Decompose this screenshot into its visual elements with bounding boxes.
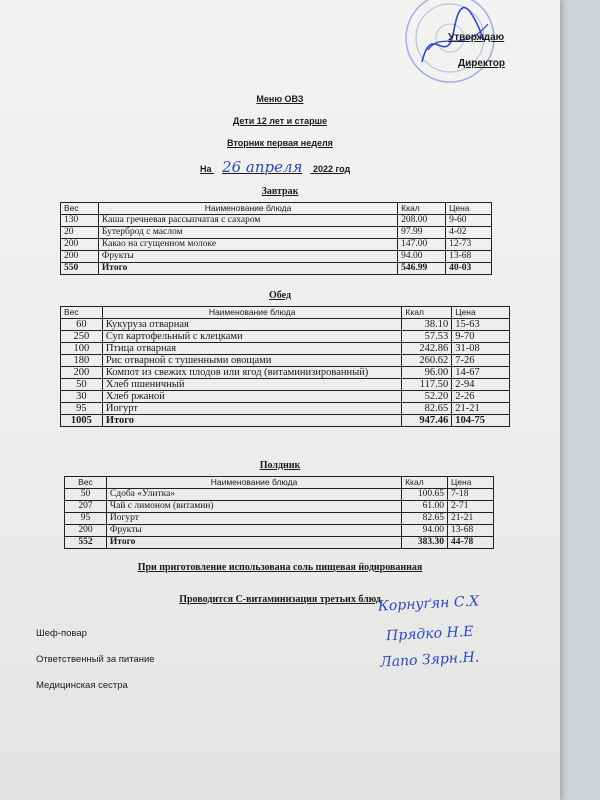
table-row	[61, 319, 510, 331]
cell-name: Суп картофельный с клецками	[102, 331, 402, 343]
director-label: Директор	[458, 58, 505, 69]
table-row	[65, 525, 494, 537]
cell-weight: 50	[65, 489, 107, 501]
lunch-table	[60, 306, 510, 427]
cell-weight: 95	[65, 513, 107, 525]
signature-chef: Корнуґян С.Х	[377, 593, 480, 615]
table-row	[61, 251, 492, 263]
cell-name: Птица отварная	[102, 343, 402, 355]
table-row	[61, 367, 510, 379]
col-kcal: Ккал	[398, 203, 446, 215]
table-header-row	[65, 477, 494, 489]
cell-price: 14-67	[452, 367, 510, 379]
cell-price: 2-26	[452, 391, 510, 403]
cell-kcal: 100.65	[402, 489, 448, 501]
cell-kcal: 147.00	[398, 239, 446, 251]
col-name: Наименование блюда	[98, 203, 397, 215]
cell-price: 7-26	[452, 355, 510, 367]
col-name: Наименование блюда	[106, 477, 401, 489]
cell-kcal: 208.00	[398, 215, 446, 227]
salt-note: При приготовление использована соль пищевая йодированная	[137, 562, 423, 573]
cell-price: 2-94	[452, 379, 510, 391]
table-row	[61, 379, 510, 391]
total-kcal: 546.99	[398, 263, 446, 275]
cell-kcal: 242.86	[402, 343, 452, 355]
col-name: Наименование блюда	[102, 307, 402, 319]
col-price: Цена	[452, 307, 510, 319]
role-nurse: Медицинская сестра	[36, 680, 128, 691]
cell-name: Кукуруза отварная	[102, 319, 402, 331]
cell-price: 4-02	[446, 227, 492, 239]
total-label: Итого	[106, 537, 401, 549]
date-line	[200, 158, 350, 176]
menu-title: Меню ОВЗ	[256, 94, 304, 104]
table-row	[61, 239, 492, 251]
role-chef: Шеф-повар	[36, 628, 87, 639]
signature-nurse: Лапо Зярн.Н.	[379, 649, 480, 671]
cell-kcal: 57.53	[402, 331, 452, 343]
breakfast-table	[60, 202, 492, 275]
table-row	[65, 489, 494, 501]
cell-price: 2-71	[448, 501, 494, 513]
cell-weight: 200	[61, 367, 103, 379]
total-kcal: 383.30	[402, 537, 448, 549]
cell-name: Хлеб ржаной	[102, 391, 402, 403]
cell-kcal: 38.10	[402, 319, 452, 331]
cell-weight: 130	[61, 215, 99, 227]
col-weight: Вес	[65, 477, 107, 489]
approve-label: Утверждаю	[448, 32, 505, 43]
breakfast-title: Завтрак	[261, 186, 299, 197]
cell-weight: 180	[61, 355, 103, 367]
table-row	[65, 513, 494, 525]
cell-name: Какао на сгущенном молоке	[98, 239, 397, 251]
cell-weight: 95	[61, 403, 103, 415]
total-row	[65, 537, 494, 549]
cell-name: Каша гречневая рассыпчатая с сахаром	[98, 215, 397, 227]
cell-kcal: 82.65	[402, 403, 452, 415]
total-row	[61, 415, 510, 427]
cell-weight: 30	[61, 391, 103, 403]
table-row	[61, 215, 492, 227]
total-kcal: 947.46	[402, 415, 452, 427]
snack-title: Полдник	[259, 460, 301, 471]
total-label: Итого	[98, 263, 397, 275]
vitamin-note: Проводится С-витаминизация третьих блюд	[179, 594, 381, 605]
total-label: Итого	[102, 415, 402, 427]
cell-price: 12-73	[446, 239, 492, 251]
table-row	[61, 391, 510, 403]
date-prefix: На	[200, 164, 212, 174]
cell-price: 21-21	[452, 403, 510, 415]
cell-name: Сдоба «Улитка»	[106, 489, 401, 501]
cell-kcal: 52.20	[402, 391, 452, 403]
cell-price: 31-08	[452, 343, 510, 355]
cell-price: 9-70	[452, 331, 510, 343]
col-kcal: Ккал	[402, 477, 448, 489]
cell-weight: 200	[65, 525, 107, 537]
cell-name: Йогурт	[106, 513, 401, 525]
cell-name: Бутерброд с маслом	[98, 227, 397, 239]
cell-weight: 50	[61, 379, 103, 391]
table-row	[61, 227, 492, 239]
cell-weight: 200	[61, 251, 99, 263]
col-kcal: Ккал	[402, 307, 452, 319]
cell-kcal: 94.00	[402, 525, 448, 537]
cell-price: 13-68	[448, 525, 494, 537]
cell-price: 7-18	[448, 489, 494, 501]
cell-weight: 200	[61, 239, 99, 251]
snack-table	[64, 476, 494, 549]
cell-name: Рис отварной с тушенными овощами	[102, 355, 402, 367]
col-weight: Вес	[61, 203, 99, 215]
cell-name: Компот из свежих плодов или ягод (витаминизированный)	[102, 367, 402, 379]
cell-kcal: 82.65	[402, 513, 448, 525]
cell-kcal: 260.62	[402, 355, 452, 367]
total-row	[61, 263, 492, 275]
table-row	[65, 501, 494, 513]
cell-price: 13-68	[446, 251, 492, 263]
cell-price: 15-63	[452, 319, 510, 331]
lunch-title: Обед	[268, 290, 291, 301]
cell-weight: 20	[61, 227, 99, 239]
cell-weight: 207	[65, 501, 107, 513]
total-price: 40-03	[446, 263, 492, 275]
col-price: Цена	[446, 203, 492, 215]
total-price: 44-78	[448, 537, 494, 549]
table-row	[61, 355, 510, 367]
cell-kcal: 94.00	[398, 251, 446, 263]
cell-name: Йогурт	[102, 403, 402, 415]
cell-name: Хлеб пшеничный	[102, 379, 402, 391]
cell-kcal: 97.99	[398, 227, 446, 239]
cell-name: Фрукты	[98, 251, 397, 263]
cell-name: Фрукты	[106, 525, 401, 537]
age-group: Дети 12 лет и старше	[232, 116, 328, 126]
table-header-row	[61, 203, 492, 215]
table-row	[61, 343, 510, 355]
role-responsible: Ответственный за питание	[36, 654, 155, 665]
cell-kcal: 117.50	[402, 379, 452, 391]
table-row	[61, 403, 510, 415]
total-weight: 550	[61, 263, 99, 275]
total-weight: 1005	[61, 415, 103, 427]
round-stamp-icon	[392, 0, 512, 90]
col-price: Цена	[448, 477, 494, 489]
cell-kcal: 96.00	[402, 367, 452, 379]
col-weight: Вес	[61, 307, 103, 319]
cell-price: 21-21	[448, 513, 494, 525]
table-row	[61, 331, 510, 343]
total-weight: 552	[65, 537, 107, 549]
cell-price: 9-60	[446, 215, 492, 227]
date-handwritten: 26 апреля	[222, 158, 303, 176]
table-header-row	[61, 307, 510, 319]
signature-responsible: Прядко Н.Е	[385, 623, 474, 645]
cell-weight: 250	[61, 331, 103, 343]
day-label: Вторник первая неделя	[227, 138, 333, 148]
cell-weight: 100	[61, 343, 103, 355]
cell-weight: 60	[61, 319, 103, 331]
date-suffix: 2022 год	[312, 164, 351, 174]
cell-name: Чай с лимоном (витамин)	[106, 501, 401, 513]
total-price: 104-75	[452, 415, 510, 427]
cell-kcal: 61.00	[402, 501, 448, 513]
